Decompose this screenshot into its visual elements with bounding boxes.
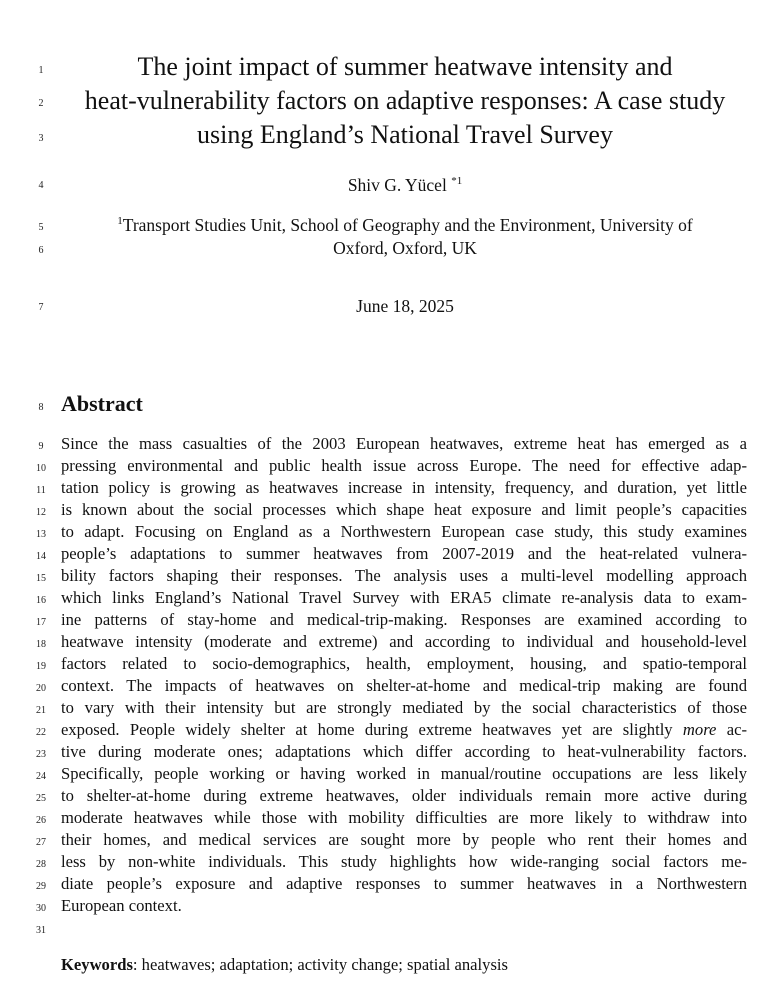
line-number: 15 xyxy=(36,573,46,584)
line-number: 25 xyxy=(36,793,46,804)
abstract-line: pressing environmental and public health issue across Europe. The need for effective adap- xyxy=(61,456,747,475)
line-number: 2 xyxy=(38,98,44,109)
line-number: 29 xyxy=(36,881,46,892)
author-name: Shiv G. Yücel xyxy=(347,175,447,195)
paper-title-line: The joint impact of summer heatwave intensity and xyxy=(137,52,673,81)
abstract-line: context. The impacts of heatwaves on shelter-at-home and medical-trip making are found xyxy=(61,676,747,695)
line-number: 20 xyxy=(36,683,46,694)
paper-title-line: heat-vulnerability factors on adaptive responses: A case study xyxy=(84,86,726,115)
abstract-line: heatwave intensity (moderate and extreme) and according to individual and household-level xyxy=(61,632,747,651)
affiliation-line xyxy=(40,215,770,236)
line-number: 26 xyxy=(36,815,46,826)
keywords-text: : heatwaves; adaptation; activity change; spatial analysis xyxy=(132,955,508,974)
affiliation-line: Oxford, Oxford, UK xyxy=(333,238,477,258)
line-number: 22 xyxy=(36,727,46,738)
abstract-line: which links England’s National Travel Survey with ERA5 climate re-analysis data to exam- xyxy=(61,588,747,607)
abstract-emphasis: more xyxy=(682,720,717,739)
affiliation-text: Transport Studies Unit, School of Geography and the Environment, University of xyxy=(122,215,693,235)
abstract-line: European context. xyxy=(61,896,182,915)
abstract-heading: Abstract xyxy=(61,391,143,416)
line-number: 13 xyxy=(36,529,46,540)
abstract-text: exposed. People widely shelter at home during extreme heatwaves yet are slightly xyxy=(61,720,683,739)
paper-date: June 18, 2025 xyxy=(356,296,454,316)
line-number: 28 xyxy=(36,859,46,870)
abstract-line: is known about the social processes which shape heat exposure and limit people’s capacities xyxy=(61,500,747,519)
line-number: 21 xyxy=(36,705,46,716)
line-number: 6 xyxy=(38,245,44,256)
line-number: 16 xyxy=(36,595,46,606)
abstract-line: to adapt. Focusing on England as a Northwestern European case study, this study examines xyxy=(61,522,747,541)
abstract-line: Specifically, people working or having worked in manual/routine occupations are less likely xyxy=(61,764,747,783)
paper-title-line: using England’s National Travel Survey xyxy=(197,120,613,149)
line-number: 12 xyxy=(36,507,46,518)
line-number: 30 xyxy=(36,903,46,914)
line-number: 3 xyxy=(38,133,44,144)
affiliation-mark: 1 xyxy=(117,215,123,228)
line-number: 19 xyxy=(36,661,46,672)
keywords-label: Keywords xyxy=(61,955,133,974)
keywords-line xyxy=(61,955,747,975)
line-number: 24 xyxy=(36,771,46,782)
abstract-line: tive during moderate ones; adaptations which differ according to heat-vulnerability factors. xyxy=(61,742,747,761)
line-number: 11 xyxy=(36,485,46,496)
line-number: 23 xyxy=(36,749,46,760)
line-number: 7 xyxy=(38,302,44,313)
abstract-line: their homes, and medical services are sought more by people who rent their homes and xyxy=(61,830,747,849)
abstract-line: to shelter-at-home during extreme heatwaves, older individuals remain more active during xyxy=(61,786,747,805)
line-number: 10 xyxy=(36,463,46,474)
line-number: 1 xyxy=(38,65,44,76)
abstract-line: factors related to socio-demographics, health, employment, housing, and spatio-temporal xyxy=(61,654,747,673)
abstract-line: tation policy is growing as heatwaves increase in intensity, frequency, and duration, yet little xyxy=(61,478,747,497)
abstract-line: Since the mass casualties of the 2003 European heatwaves, extreme heat has emerged as a xyxy=(61,434,747,453)
line-number: 9 xyxy=(38,441,44,452)
abstract-line: less by non-white individuals. This study highlights how wide-ranging social factors me- xyxy=(61,852,747,871)
line-number: 27 xyxy=(36,837,46,848)
line-number: 31 xyxy=(36,925,46,936)
author-line xyxy=(40,175,770,196)
line-number: 14 xyxy=(36,551,46,562)
abstract-line: bility factors shaping their responses. The analysis uses a multi-level modelling approach xyxy=(61,566,747,585)
abstract-line: to vary with their intensity but are strongly mediated by the social characteristics of those xyxy=(61,698,747,717)
abstract-line: ine patterns of stay-home and medical-trip-making. Responses are examined according to xyxy=(61,610,747,629)
abstract-line: moderate heatwaves while those with mobility difficulties are more likely to withdraw into xyxy=(61,808,747,827)
abstract-text: ac- xyxy=(716,720,747,739)
abstract-line: people’s adaptations to summer heatwaves from 2007-2019 and the heat-related vulnera- xyxy=(61,544,747,563)
line-number: 5 xyxy=(38,222,44,233)
line-number: 8 xyxy=(38,402,44,413)
author-marks: *1 xyxy=(451,175,463,188)
line-number: 4 xyxy=(38,180,44,191)
abstract-line: diate people’s exposure and adaptive responses to summer heatwaves in a Northwestern xyxy=(61,874,747,893)
line-number: 17 xyxy=(36,617,46,628)
line-number: 18 xyxy=(36,639,46,650)
abstract-line xyxy=(61,720,747,740)
